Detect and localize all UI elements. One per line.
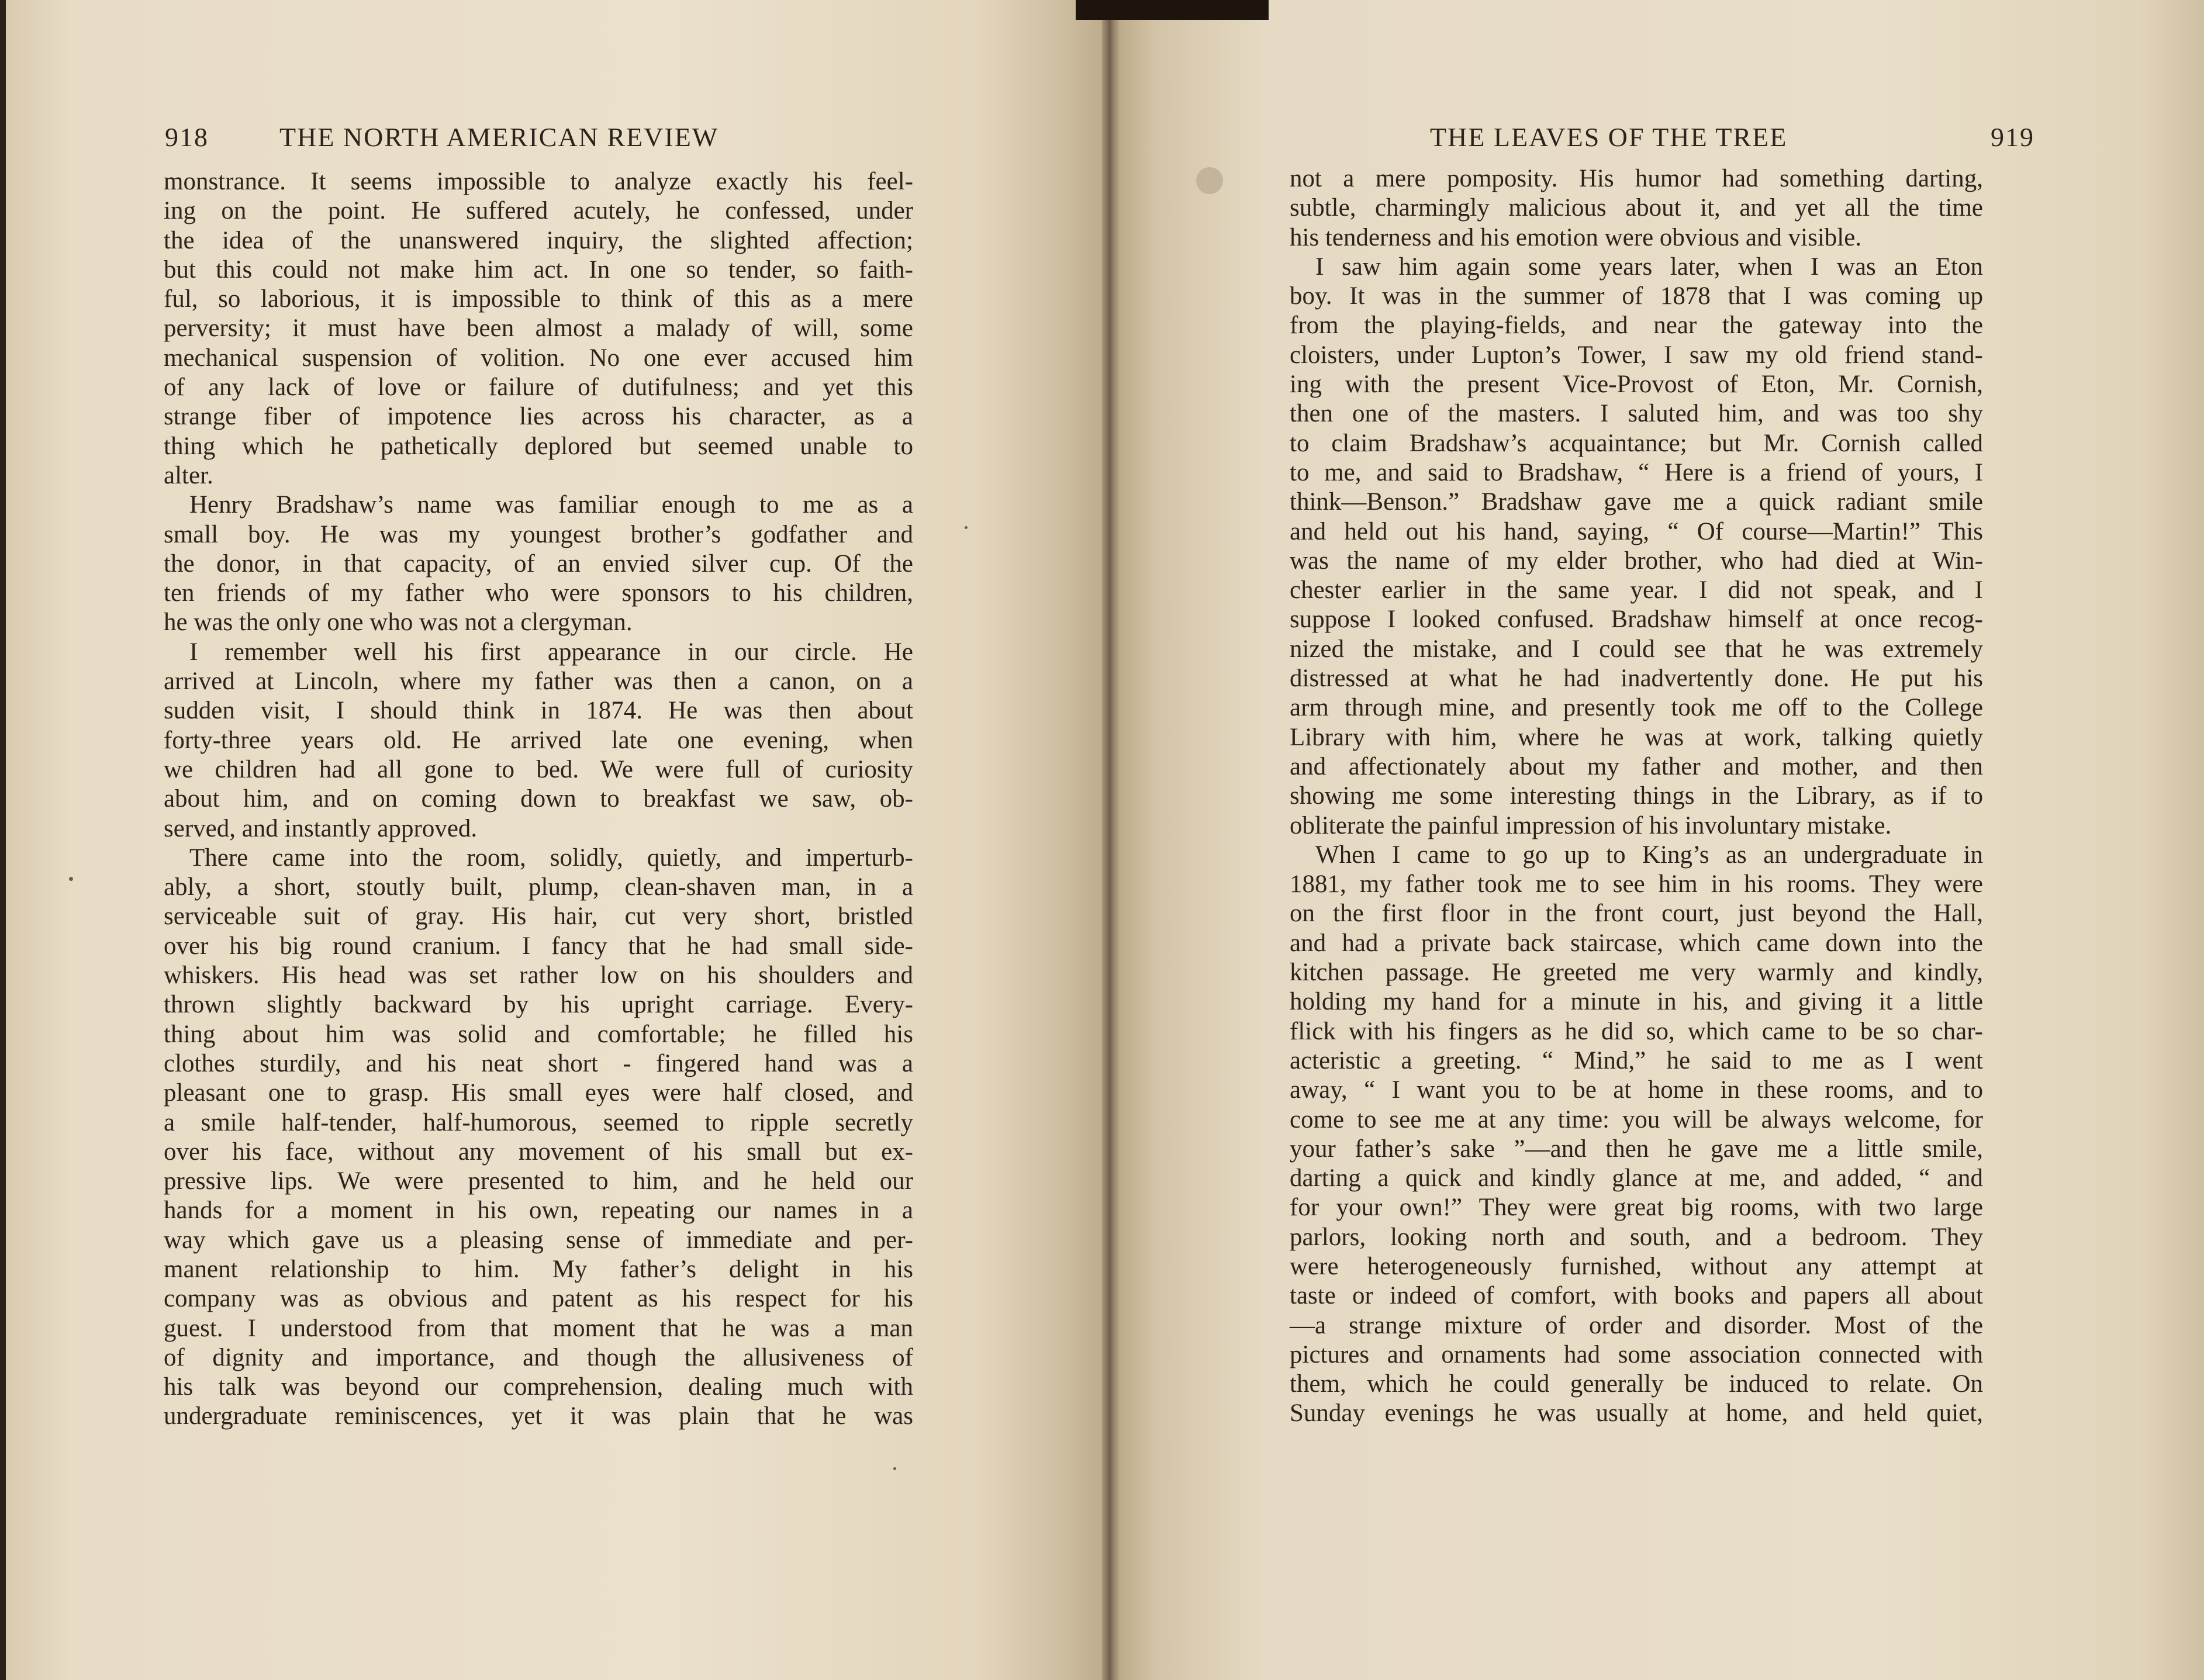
left-page	[6, 0, 1111, 1680]
text-line: them, which he could generally be induced to relate. On	[1290, 1370, 1983, 1398]
text-line: over his face, without any movement of his small but ex-	[164, 1138, 913, 1166]
text-line: think—Benson.” Bradshaw gave me a quick radiant smile	[1290, 488, 1983, 516]
right-body-text	[1290, 164, 1983, 1429]
text-line: chester earlier in the same year. I did not speak, and I	[1290, 576, 1983, 604]
text-line: alter.	[164, 461, 213, 489]
text-line: then one of the masters. I saluted him, and was too shy	[1290, 400, 1983, 428]
left-page-number: 918	[165, 122, 209, 152]
text-line: and affectionately about my father and mother, and then	[1290, 752, 1983, 780]
text-line: he was the only one who was not a clergyman.	[164, 609, 633, 637]
paper-speck	[69, 877, 73, 881]
text-line: for your own!” They were great big rooms, with two large	[1290, 1194, 1983, 1222]
text-line: your father’s sake ”—and then he gave me a little smile,	[1290, 1135, 1983, 1163]
text-line: the idea of the unanswered inquiry, the slighted affection;	[164, 226, 913, 254]
left-running-head: THE NORTH AMERICAN REVIEW	[279, 122, 719, 152]
text-line: perversity; it must have been almost a malady of will, some	[164, 314, 913, 343]
right-running-head: THE LEAVES OF THE TREE	[1430, 122, 1788, 152]
text-line: was the name of my elder brother, who had died at Win-	[1290, 547, 1983, 575]
text-line: a smile half-tender, half-humorous, seemed to ripple secretly	[164, 1108, 913, 1136]
text-line: and had a private back staircase, which came down into the	[1290, 929, 1983, 957]
text-line: ful, so laborious, it is impossible to think of this as a mere	[164, 285, 913, 313]
text-line: away, “ I want you to be at home in these rooms, and to	[1290, 1076, 1983, 1104]
text-line: cloisters, under Lupton’s Tower, I saw my old friend stand-	[1290, 341, 1983, 369]
paper-speck	[965, 526, 968, 529]
text-line: —a strange mixture of order and disorder. Most of the	[1290, 1311, 1983, 1339]
paper-speck	[893, 1467, 896, 1470]
text-line: way which gave us a pleasing sense of immediate and per-	[164, 1226, 913, 1254]
text-line: mechanical suspension of volition. No one ever accused him	[164, 344, 913, 372]
text-line: hands for a moment in his own, repeating our names in a	[164, 1197, 913, 1225]
text-line: small boy. He was my youngest brother’s godfather and	[164, 520, 913, 548]
text-line: suppose I looked confused. Bradshaw himself at once recog-	[1290, 606, 1983, 634]
book-gutter	[1102, 0, 1120, 1680]
text-line: acteristic a greeting. “ Mind,” he said to me as I went	[1290, 1046, 1983, 1074]
text-line: When I came to go up to King’s as an undergraduate in	[1315, 841, 1983, 869]
text-line: were heterogeneously furnished, without any attempt at	[1290, 1252, 1983, 1280]
text-line: obliterate the painful impression of his involuntary mistake.	[1290, 811, 1892, 839]
text-line: strange fiber of impotence lies across his character, as a	[164, 403, 913, 431]
text-line: about him, and on coming down to breakfast we saw, ob-	[164, 785, 913, 813]
text-line: pleasant one to grasp. His small eyes were half closed, and	[164, 1079, 913, 1107]
text-line: arm through mine, and presently took me off to the College	[1290, 694, 1983, 722]
text-line: of dignity and importance, and though the allusiveness of	[164, 1343, 913, 1371]
text-line: company was as obvious and patent as his respect for his	[164, 1285, 913, 1313]
text-line: over his big round cranium. I fancy that he had small side-	[164, 932, 913, 960]
text-line: and held out his hand, saying, “ Of course—Martin!” This	[1290, 517, 1983, 545]
right-page-number: 919	[1991, 122, 2034, 152]
text-line: darting a quick and kindly glance at me, and added, “ and	[1290, 1164, 1983, 1192]
text-line: flick with his fingers as he did so, which came to be so char-	[1290, 1017, 1983, 1045]
text-line: serviceable suit of gray. His hair, cut very short, bristled	[164, 903, 913, 931]
text-line: nized the mistake, and I could see that he was extremely	[1290, 635, 1983, 663]
text-line: to claim Bradshaw’s acquaintance; but Mr. Cornish called	[1290, 429, 1983, 457]
text-line: not a mere pomposity. His humor had something darting,	[1290, 165, 1983, 192]
text-line: from the playing-fields, and near the gateway into the	[1290, 312, 1983, 340]
text-line: Sunday evenings he was usually at home, and held quiet,	[1290, 1399, 1983, 1427]
text-line: sudden visit, I should think in 1874. He was then about	[164, 697, 913, 725]
text-line: Library with him, where he was at work, talking quietly	[1290, 723, 1983, 751]
text-line: his talk was beyond our comprehension, dealing much with	[164, 1373, 913, 1401]
text-line: showing me some interesting things in the Library, as if to	[1290, 782, 1983, 810]
text-line: clothes sturdily, and his neat short - fingered hand was a	[164, 1049, 913, 1077]
text-line: arrived at Lincoln, where my father was then a canon, on a	[164, 668, 913, 696]
text-line: ing on the point. He suffered acutely, he confessed, under	[164, 197, 913, 225]
text-line: guest. I understood from that moment that he was a man	[164, 1314, 913, 1342]
text-line: served, and instantly approved.	[164, 814, 478, 842]
text-line: manent relationship to him. My father’s delight in his	[164, 1255, 913, 1283]
text-line: ing with the present Vice-Provost of Eton, Mr. Cornish,	[1290, 371, 1983, 399]
text-line: parlors, looking north and south, and a bedroom. They	[1290, 1223, 1983, 1251]
text-line: boy. It was in the summer of 1878 that I was coming up	[1290, 282, 1983, 310]
text-line: his tenderness and his emotion were obvious and visible.	[1290, 223, 1862, 251]
text-line: Henry Bradshaw’s name was familiar enough to me as a	[189, 491, 913, 519]
text-line: of any lack of love or failure of dutifulness; and yet this	[164, 374, 913, 402]
text-line: but this could not make him act. In one so tender, so faith-	[164, 255, 913, 284]
text-line: ten friends of my father who were sponsors to his children,	[164, 579, 913, 607]
text-line: pressive lips. We were presented to him, and he held our	[164, 1167, 913, 1195]
book-spine-top	[1076, 0, 1269, 20]
text-line: thing about him was solid and comfortable; he filled his	[164, 1020, 913, 1048]
text-line: forty-three years old. He arrived late one evening, when	[164, 726, 913, 754]
text-line: kitchen passage. He greeted me very warmly and kindly,	[1290, 959, 1983, 987]
text-line: pictures and ornaments had some association connected with	[1290, 1340, 1983, 1368]
text-line: There came into the room, solidly, quietly, and imperturb-	[189, 844, 913, 872]
text-line: taste or indeed of comfort, with books and papers all about	[1290, 1282, 1983, 1310]
text-line: the donor, in that capacity, of an envied silver cup. Of the	[164, 549, 913, 578]
text-line: we children had all gone to bed. We were full of curiosity	[164, 755, 913, 783]
text-line: subtle, charmingly malicious about it, and yet all the time	[1290, 194, 1983, 222]
text-line: ably, a short, stoutly built, plump, clean-shaven man, in a	[164, 873, 913, 901]
text-line: on the first floor in the front court, just beyond the Hall,	[1290, 900, 1983, 928]
right-page	[1111, 0, 2204, 1680]
paper-stain	[1196, 167, 1223, 194]
text-line: I remember well his first appearance in our circle. He	[189, 638, 913, 666]
text-line: 1881, my father took me to see him in his rooms. They were	[1290, 870, 1983, 898]
text-line: thrown slightly backward by his upright carriage. Every-	[164, 991, 913, 1019]
text-line: come to see me at any time: you will be always welcome, for	[1290, 1105, 1983, 1133]
left-body-text	[164, 167, 913, 1432]
text-line: undergraduate reminiscences, yet it was plain that he was	[164, 1402, 913, 1430]
text-line: holding my hand for a minute in his, and giving it a little	[1290, 988, 1983, 1016]
text-line: distressed at what he had inadvertently done. He put his	[1290, 665, 1983, 693]
text-line: to me, and said to Bradshaw, “ Here is a friend of yours, I	[1290, 458, 1983, 486]
text-line: I saw him again some years later, when I was an Eton	[1315, 253, 1983, 281]
text-line: whiskers. His head was set rather low on his shoulders and	[164, 962, 913, 990]
text-line: monstrance. It seems impossible to analyze exactly his feel-	[164, 168, 913, 195]
text-line: thing which he pathetically deplored but seemed unable to	[164, 432, 913, 460]
